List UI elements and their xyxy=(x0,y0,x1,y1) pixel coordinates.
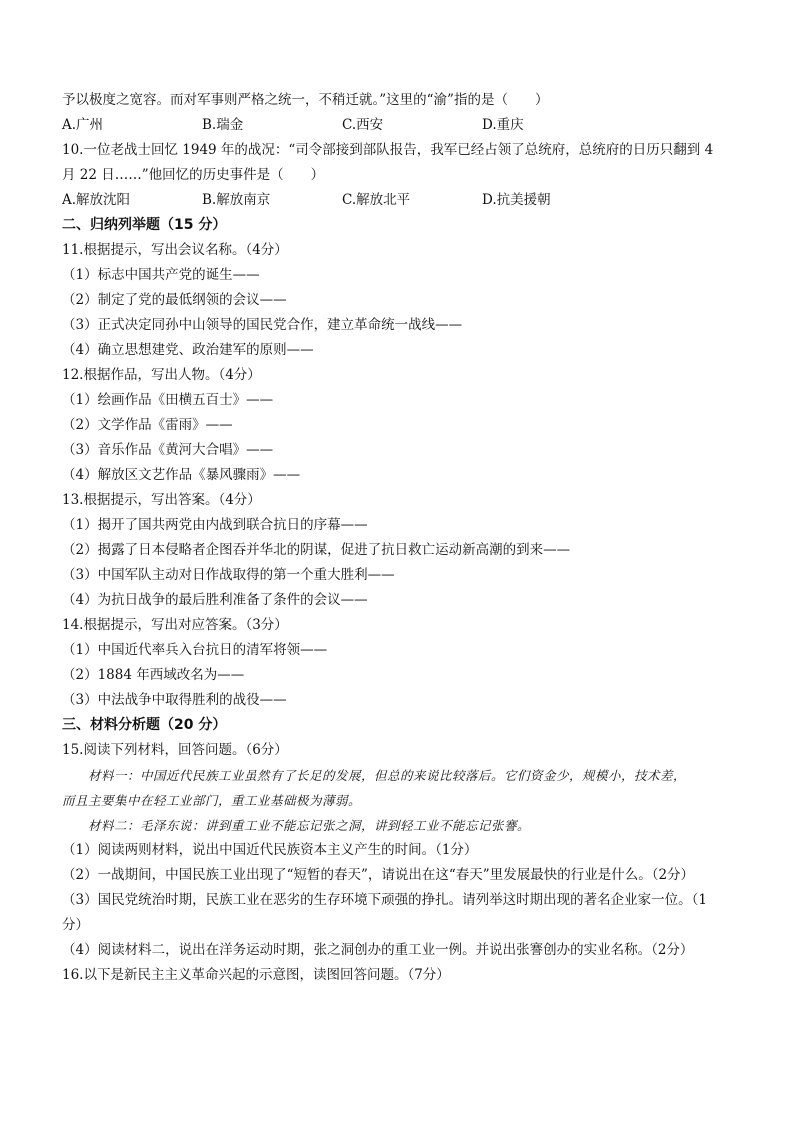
q14-item-3: （3）中法战争中取得胜利的战役—— xyxy=(62,692,287,708)
q10-stem-line1: 10.一位老战士回忆 1949 年的战况：“司令部接到部队报告，我军已经占领了总统府，总统府的日历只翻到 4 xyxy=(62,142,714,158)
q12-item-2: （2）文学作品《雷雨》—— xyxy=(62,417,233,433)
q15-sub-4: （4）阅读材料二，说出在洋务运动时期，张之洞创办的重工业一例。并说出张謇创办的实业名称。（2分） xyxy=(62,942,694,958)
q9-option-b[interactable]: B.瑞金 xyxy=(202,117,244,133)
q10-options xyxy=(62,188,738,213)
q13-stem: 13.根据提示，写出答案。（4分） xyxy=(62,492,261,508)
q10-option-c[interactable]: C.解放北平 xyxy=(342,192,411,208)
q9-options xyxy=(62,113,738,138)
section-2-heading: 二、归纳列举题（15 分） xyxy=(62,217,227,233)
q10-stem-line2: 月 22 日……”他回忆的历史事件是（ ） xyxy=(62,167,325,183)
q15-sub-1: （1）阅读两则材料，说出中国近代民族资本主义产生的时间。（1分） xyxy=(62,842,478,858)
q9-option-c[interactable]: C.西安 xyxy=(342,117,384,133)
q14-item-1: （1）中国近代率兵入台抗日的清军将领—— xyxy=(62,642,328,658)
q9-stem-tail: 予以极度之宽容。而对军事则严格之统一，不稍迁就。”这里的“渝”指的是（ ） xyxy=(62,92,549,108)
q13-item-3: （3）中国军队主动对日作战取得的第一个重大胜利—— xyxy=(62,567,395,583)
q10-option-a[interactable]: A.解放沈阳 xyxy=(62,192,131,208)
q13-item-4: （4）为抗日战争的最后胜利准备了条件的会议—— xyxy=(62,592,368,608)
section-3-heading: 三、材料分析题（20 分） xyxy=(62,717,227,733)
q15-sub-2: （2）一战期间，中国民族工业出现了“短暂的春天”，请说出在这“春天”里发展最快的行业是什么。（2分） xyxy=(62,867,695,883)
q13-item-1: （1）揭开了国共两党由内战到联合抗日的序幕—— xyxy=(62,517,368,533)
q15-material-1-line2: 而且主要集中在轻工业部门，重工业基础极为薄弱。 xyxy=(62,793,362,808)
q12-item-4: （4）解放区文艺作品《暴风骤雨》—— xyxy=(62,467,301,483)
q12-item-3: （3）音乐作品《黄河大合唱》—— xyxy=(62,442,274,458)
q11-item-4: （4）确立思想建党、政治建军的原则—— xyxy=(62,342,314,358)
q14-stem: 14.根据提示，写出对应答案。（3分） xyxy=(62,617,288,633)
q14-item-2: （2）1884 年西域改名为—— xyxy=(62,667,245,683)
q15-material-1-line1: 材料一：中国近代民族工业虽然有了长足的发展，但总的来说比较落后。它们资金少，规模小，技术差， xyxy=(88,768,687,783)
q10-option-d[interactable]: D.抗美援朝 xyxy=(482,192,551,208)
q16-stem: 16.以下是新民主主义革命兴起的示意图，读图回答问题。（7分） xyxy=(62,967,450,983)
q12-stem: 12.根据作品，写出人物。（4分） xyxy=(62,367,261,383)
q15-sub-3-line2: 分） xyxy=(62,917,89,933)
q11-item-3: （3）正式决定同孙中山领导的国民党合作，建立革命统一战线—— xyxy=(62,317,463,333)
q15-sub-3-line1: （3）国民党统治时期，民族工业在恶劣的生存环境下顽强的挣扎。请列举这时期出现的著名企业家一位。（1 xyxy=(62,892,707,908)
q15-material-2: 材料二：毛泽东说：讲到重工业不能忘记张之洞，讲到轻工业不能忘记张謇。 xyxy=(88,818,531,833)
q11-stem: 11.根据提示，写出会议名称。（4分） xyxy=(62,242,288,258)
q10-option-b[interactable]: B.解放南京 xyxy=(202,192,271,208)
q9-option-a[interactable]: A.广州 xyxy=(62,117,104,133)
q12-item-1: （1）绘画作品《田横五百士》—— xyxy=(62,392,274,408)
q11-item-2: （2）制定了党的最低纲领的会议—— xyxy=(62,292,287,308)
q11-item-1: （1）标志中国共产党的诞生—— xyxy=(62,267,260,283)
q9-option-d[interactable]: D.重庆 xyxy=(482,117,524,133)
q15-stem: 15.阅读下列材料，回答问题。（6分） xyxy=(62,742,288,758)
q13-item-2: （2）揭露了日本侵略者企图吞并华北的阴谋，促进了抗日救亡运动新高潮的到来—— xyxy=(62,542,571,558)
